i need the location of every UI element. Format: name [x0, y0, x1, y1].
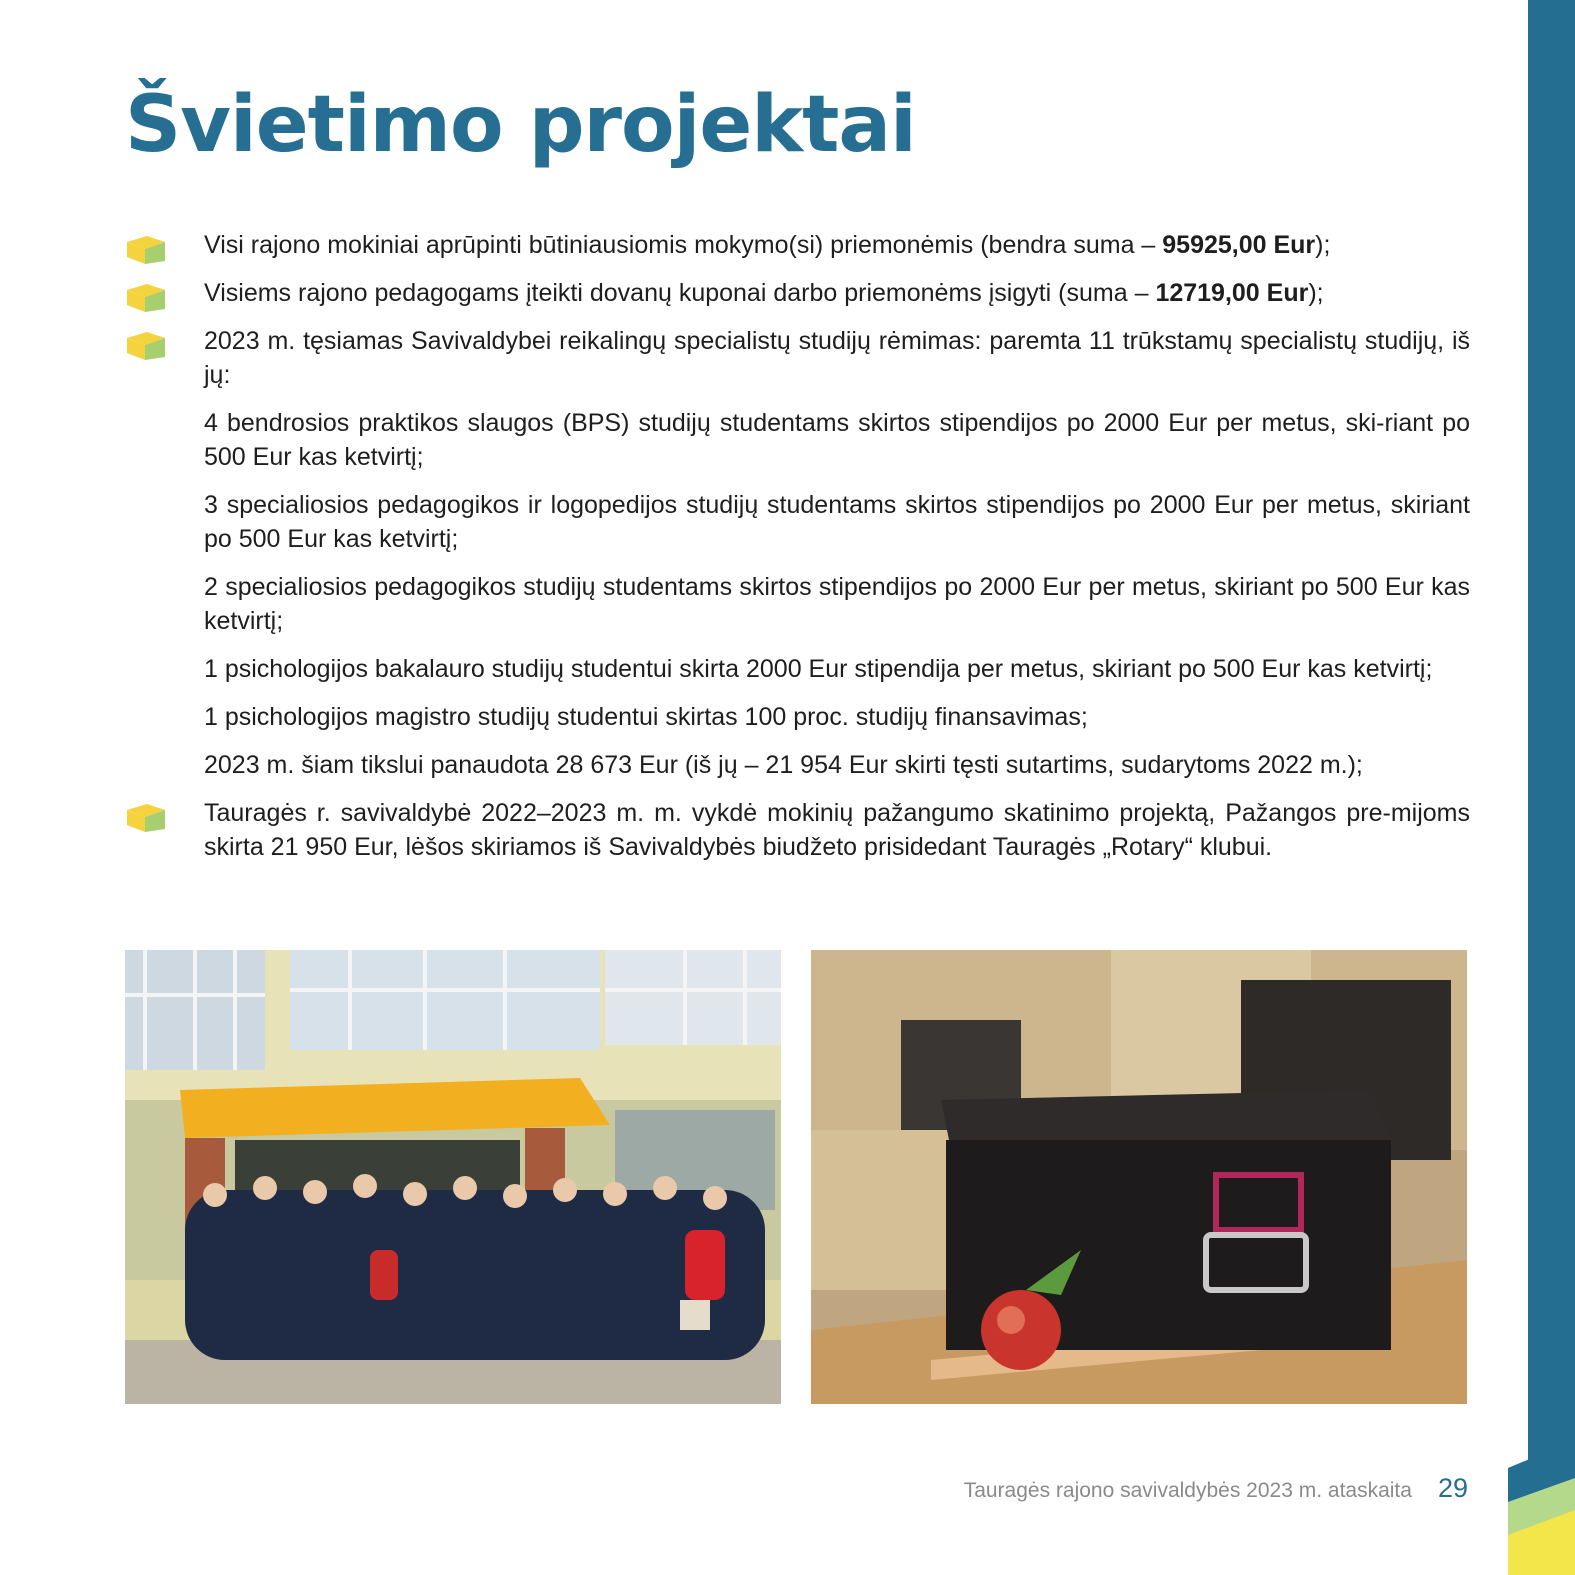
- page-footer: [964, 1473, 1468, 1504]
- amount: 95925,00 Eur: [1162, 231, 1316, 259]
- sub-item: 4 bendrosios praktikos slaugos (BPS) studijų studentams skirtos stipendijos po 2000 Eur per metus, ski-riant po 500 Eur kas ketvirtį;: [204, 409, 1470, 471]
- sub-item: 1 psichologijos bakalauro studijų studentui skirta 2000 Eur stipendija per metus, skiriant po 500 Eur kas ketvirtį;: [204, 655, 1433, 683]
- school-crowd-photo: [125, 950, 781, 1404]
- page-title: Švietimo projektai: [125, 80, 916, 170]
- item-text: Visi rajono mokiniai aprūpinti būtiniausiomis mokymo(si) priemonėmis (bendra suma –: [204, 231, 1163, 259]
- cube-bullet-icon: [125, 281, 167, 313]
- cube-bullet-icon: [125, 801, 167, 833]
- item-text-end: );: [1308, 279, 1324, 307]
- list-item: [125, 276, 1470, 310]
- list-item: [125, 228, 1470, 262]
- item-text: 2023 m. tęsiamas Savivaldybei reikalingų specialistų studijų rėmimas: paremta 11 trūkstamų specialistų studijų, iš jų:: [204, 327, 1470, 389]
- sub-item: 1 psichologijos magistro studijų studentui skirtas 100 proc. studijų finansavimas;: [204, 703, 1088, 731]
- cube-bullet-icon: [125, 329, 167, 361]
- list-item: [125, 796, 1470, 864]
- sub-item: 2 specialiosios pedagogikos studijų studentams skirtos stipendijos po 2000 Eur per metus, skiriant po 500 Eur kas ketvirtį;: [204, 573, 1470, 635]
- right-accent-bar: [1528, 0, 1575, 1575]
- sub-item: 2023 m. šiam tikslui panaudota 28 673 Eur (iš jų – 21 954 Eur skirti tęsti sutartims, sudarytoms 2022 m.);: [204, 751, 1363, 779]
- footer-text: Tauragės rajono savivaldybės 2023 m. ataskaita: [963, 1479, 1412, 1502]
- project-list: [125, 228, 1470, 878]
- box-and-apple-photo: [811, 950, 1467, 1404]
- sub-item: 3 specialiosios pedagogikos ir logopedijos studijų studentams skirtos stipendijos po 2000 Eur per metus, skiriant po 500 Eur kas ketvirtį;: [204, 491, 1470, 553]
- amount: 12719,00 Eur: [1155, 279, 1309, 307]
- cube-bullet-icon: [125, 233, 167, 265]
- item-text: Visiems rajono pedagogams įteikti dovanų kuponai darbo priemonėms įsigyti (suma –: [204, 279, 1156, 307]
- corner-decoration: [1508, 1440, 1575, 1575]
- page-number: 29: [1437, 1473, 1468, 1503]
- item-text-end: );: [1315, 231, 1331, 259]
- item-text: Tauragės r. savivaldybė 2022–2023 m. m. vykdė mokinių pažangumo skatinimo projektą, Pažangos pre-mijoms skirta 21 950 Eur, lėšos skiriamos iš Savivaldybės biudžeto prisidedant Tauragės „Rotary“ klubui.: [204, 799, 1470, 861]
- list-item: [125, 324, 1470, 392]
